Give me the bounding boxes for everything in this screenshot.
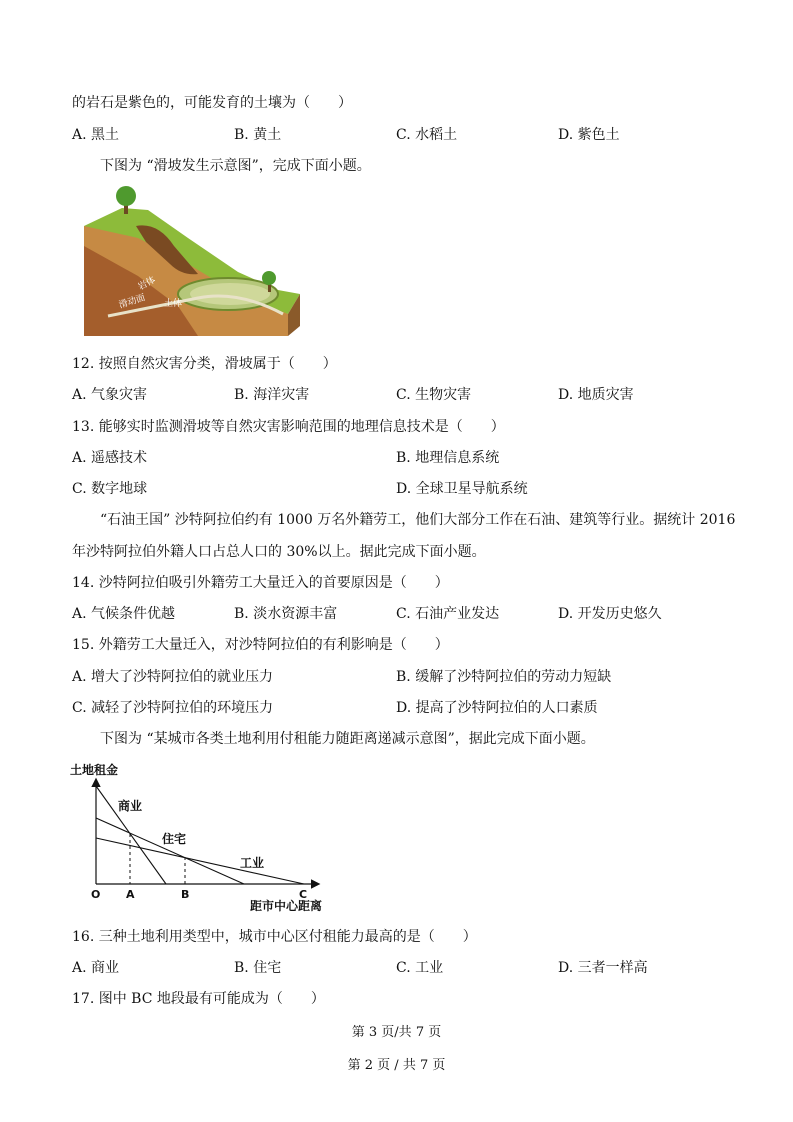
option-b: B. 海洋灾害: [234, 387, 310, 403]
option-a: A. 遥感技术: [72, 450, 148, 466]
question-13-stem: 13. 能够实时监测滑坡等自然灾害影响范围的地理信息技术是（ ）: [72, 419, 505, 435]
tree-icon: [262, 271, 276, 285]
series-line-residential: [96, 818, 244, 884]
question-17-stem: 17. 图中 BC 地段最有可能成为（ ）: [72, 991, 325, 1007]
bid-rent-chart: [68, 760, 338, 912]
option-c: C. 数字地球: [72, 481, 148, 497]
tree-icon: [116, 186, 136, 206]
option-a: A. 气象灾害: [72, 387, 148, 403]
option-c: C. 水稻土: [396, 127, 458, 143]
landslide-intro: 下图为 “滑坡发生示意图”，完成下面小题。: [100, 158, 371, 174]
question-stem-continuation: 的岩石是紫色的，可能发育的土壤为（ ）: [72, 95, 352, 111]
label-slip-surface: 滑动面: [117, 292, 147, 311]
question-14-stem: 14. 沙特阿拉伯吸引外籍劳工大量迁入的首要原因是（ ）: [72, 575, 449, 591]
series-line-industrial: [96, 838, 304, 884]
option-d: D. 紫色土: [558, 127, 620, 143]
saudi-intro-line-2: 年沙特阿拉伯外籍人口占总人口的 30%以上。据此完成下面小题。: [72, 544, 486, 560]
series-label-industrial: 工业: [240, 856, 265, 870]
option-d: D. 全球卫星导航系统: [396, 481, 528, 497]
option-a: A. 商业: [72, 960, 120, 976]
landslide-diagram: [78, 186, 303, 344]
series-label-commercial: 商业: [118, 799, 143, 813]
option-c: C. 工业: [396, 960, 444, 976]
saudi-intro-line-1: “石油王国” 沙特阿拉伯约有 1000 万名外籍劳工，他们大部分工作在石油、建筑等行业。据统计 2016: [100, 512, 736, 528]
option-d: D. 地质灾害: [558, 387, 634, 403]
question-16-stem: 16. 三种土地利用类型中，城市中心区付租能力最高的是（ ）: [72, 929, 477, 945]
option-c: C. 石油产业发达: [396, 606, 500, 622]
option-b: B. 住宅: [234, 960, 282, 976]
x-axis-label: 距市中心距离: [250, 899, 323, 912]
option-a: A. 气候条件优越: [72, 606, 176, 622]
option-d: D. 三者一样高: [558, 960, 648, 976]
option-b: B. 地理信息系统: [396, 450, 500, 466]
rent-chart-intro: 下图为 “某城市各类土地利用付租能力随距离递减示意图”，据此完成下面小题。: [100, 731, 595, 747]
option-b: B. 黄土: [234, 127, 282, 143]
series-label-residential: 住宅: [162, 832, 187, 846]
option-d: D. 开发历史悠久: [558, 606, 662, 622]
x-point-c: C: [299, 888, 308, 901]
option-a: A. 黑土: [72, 127, 120, 143]
label-rock: 岩体: [136, 275, 158, 293]
question-12-stem: 12. 按照自然灾害分类，滑坡属于（ ）: [72, 356, 337, 372]
question-15-stem: 15. 外籍劳工大量迁入，对沙特阿拉伯的有利影响是（ ）: [72, 637, 449, 653]
option-b: B. 淡水资源丰富: [234, 606, 338, 622]
option-c: C. 生物灾害: [396, 387, 472, 403]
x-point-a: A: [126, 888, 135, 901]
x-point-b: B: [181, 888, 190, 901]
option-c: C. 减轻了沙特阿拉伯的环境压力: [72, 700, 274, 716]
option-a: A. 增大了沙特阿拉伯的就业压力: [72, 669, 274, 685]
option-b: B. 缓解了沙特阿拉伯的劳动力短缺: [396, 669, 612, 685]
label-soil: 土体: [164, 299, 183, 309]
y-axis-label: 土地租金: [70, 763, 119, 777]
page-number-inner: 第 3 页/共 7 页: [351, 1025, 442, 1040]
origin-label: O: [91, 888, 101, 901]
page-number-outer: 第 2 页 / 共 7 页: [347, 1058, 446, 1073]
option-d: D. 提高了沙特阿拉伯的人口素质: [396, 700, 598, 716]
